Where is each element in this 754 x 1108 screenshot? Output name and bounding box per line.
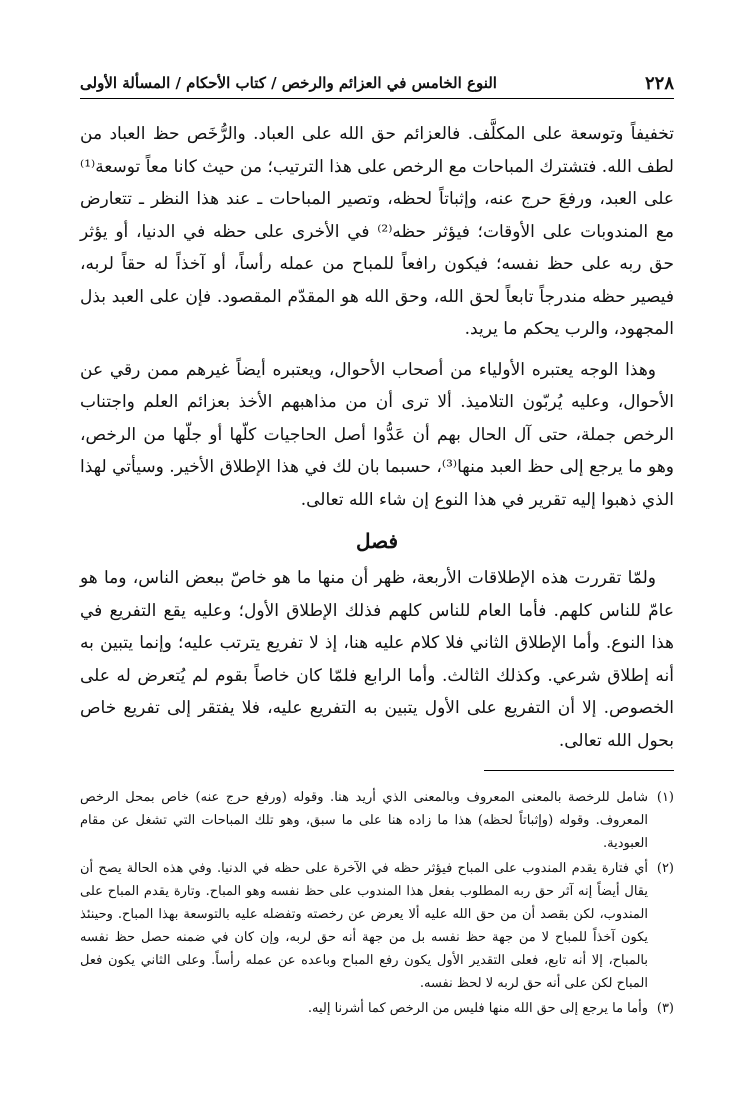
footnote-text: شامل للرخصة بالمعنى المعروف وبالمعنى الذي أريد هنا. وقوله (ورفع حرج عنه) خاص بمحل الرخص المعروف. وقوله (وإثباتاً لحظه) هذا ما زاده هنا على ما سبق، وهو تلك المباحات التي تشغل عن مقام العبودية. bbox=[80, 790, 648, 851]
footnote-3 bbox=[80, 997, 674, 1020]
footnote-text: أي فتارة يقدم المندوب على المباح فيؤثر حظه في الآخرة على حظه في الدنيا. وفي هذه الحالة يصح أن يقال أيضاً إنه آثر حق ربه المطلوب بفعل هذا المندوب على حظ نفسه وهو المباح. وتارة يقدم المباح على المندوب، لكن بقصد أن من حق الله عليه ألا يعرض عن رخصته وتفضله عليه بالتوسعة بهذا المباح. وحينئذ يكون آخذاً للمباح لا من جهة حظ نفسه بل من جهة أنه حق لربه، وإن كان في ضمنه حصل حظ نفسه بالمباح، إلا أنه تابع، فعلى التقدير الأول يكون رفع المباح وباعده عن عمله رأساً. وعلى الثاني يكون فعل المباح لكن على أنه حق لربه لا لحظ نفسه. bbox=[80, 861, 648, 991]
running-header bbox=[80, 70, 674, 96]
footnote-2 bbox=[80, 857, 674, 995]
section-paragraph: ولمّا تقررت هذه الإطلاقات الأربعة، ظهر أن منها ما هو خاصّ ببعض الناس، وما هو عامّ للناس كلهم. فأما العام للناس كلهم فذلك الإطلاق الأول؛ وعليه يقع التفريع في هذا النوع. وأما الإطلاق الثاني فلا كلام عليه هنا، إذ لا تفريع يترتب عليه؛ وإنما يتبين به أنه إطلاق شرعي. وكذلك الثالث. وأما الرابع فلمّا كان خاصاً بقوم لم يُتعرض له على الخصوص. إلا أن التفريع على الأول يتبين به التفريع عليه، فلا يفتقر إلى تفريع خاص بحول الله تعالى. bbox=[80, 568, 674, 751]
header-rule bbox=[80, 98, 674, 99]
footnote-1 bbox=[80, 786, 674, 855]
running-title: النوع الخامس في العزائم والرخص / كتاب الأحكام / المسألة الأولى bbox=[80, 74, 497, 92]
footnote-number: (١) bbox=[656, 790, 674, 805]
paragraph-2: وهذا الوجه يعتبره الأولياء من أصحاب الأحوال، ويعتبره أيضاً غيرهم ممن رقي عن الأحوال، وعليه يُربّون التلاميذ. ألا ترى أن من مذاهبهم الأخذ بعزائم العلم واجتناب الرخص جملة، حتى آل الحال بهم أن عَدُّوا أصل الحاجيات كلّها أو جلّها من الرخص، وهو ما يرجع إلى حظ العبد منها⁽³⁾، حسبما بان لك في هذا الإطلاق الأخير. وسيأتي لهذا الذي ذهبوا إليه تقرير في هذا النوع إن شاء الله تعالى. bbox=[80, 359, 674, 510]
footnote-number: (٢) bbox=[656, 861, 674, 876]
section-heading: فصل bbox=[355, 529, 399, 553]
main-text bbox=[80, 118, 674, 765]
paragraph-1: تخفيفاً وتوسعة على المكلَّف. فالعزائم حق الله على العباد. والرُّخَص حظ العباد من لطف الله. فتشترك المباحات مع الرخص على هذا الترتيب؛ من حيث كانا معاً توسعة⁽¹⁾ على العبد، ورفعَ حرج عنه، وإثباتاً لحظه، وتصير المباحات ـ عند هذا النظر ـ تتعارض مع المندوبات على الأوقات؛ فيؤثر حظه⁽²⁾ في الأخرى على حظه في الدنيا، أو يؤثر حق ربه على حظ نفسه؛ فيكون رافعاً للمباح من عمله رأساً، أو آخذاً له حقاً لربه، فيصير حظه مندرجاً تابعاً لحق الله، وحق الله هو المقدّم المقصود. فإن على العبد بذل المجهود، والرب يحكم ما يريد. bbox=[80, 124, 674, 339]
footnotes bbox=[80, 786, 674, 1022]
page-number: ٢٢٨ bbox=[644, 72, 674, 94]
footnote-separator bbox=[484, 770, 674, 771]
footnote-text: وأما ما يرجع إلى حق الله منها فليس من الرخص كما أشرنا إليه. bbox=[307, 1001, 648, 1016]
footnote-number: (٣) bbox=[656, 1001, 674, 1016]
